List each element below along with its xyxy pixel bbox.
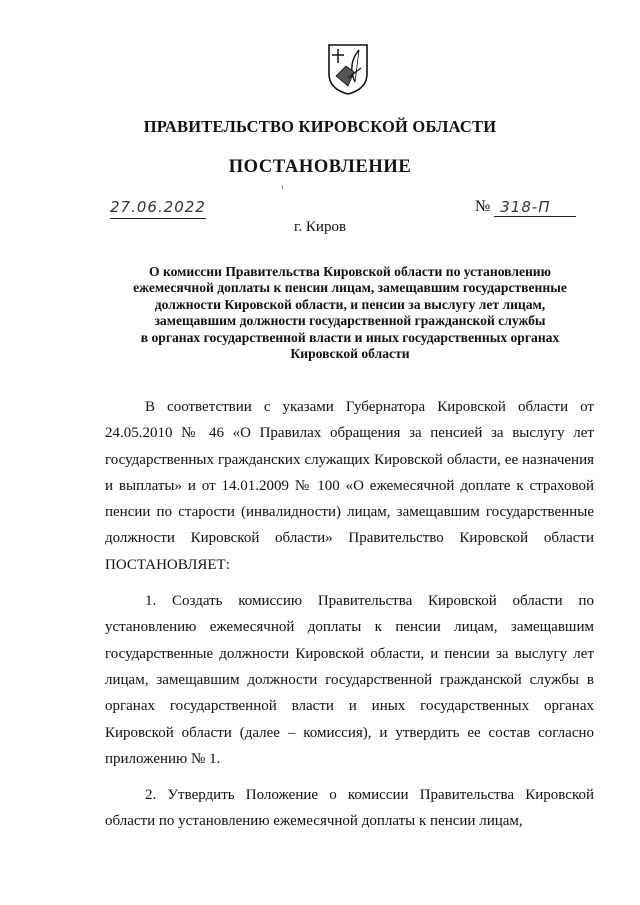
item-2-paragraph: 2. Утвердить Положение о комиссии Правительства Кировской области по установлению ежемесячной доплаты к пенсии лицам, <box>105 787 594 830</box>
document-number <box>475 198 576 217</box>
city: г. Киров <box>293 219 347 235</box>
coat-of-arms-icon <box>326 42 370 96</box>
number-value: 318-П <box>494 198 576 217</box>
intro-paragraph: В соответствии с указами Губернатора Кировской области от 24.05.2010 № 46 «О Правилах обращения за пенсией за выслугу лет государственных гражданских служащих Кировской области, ее назначения и выплаты» и от 14.01.2009 № 100 «О ежемесячной доплате к страховой пенсии по старости (инвалидности) лицам, замещавшим государственные должности Кировской области» Правительство Кировской области ПОСТАНОВЛЯЕТ: <box>105 399 594 573</box>
title-line: ежемесячной доплаты к пенсии лицам, замещавшим государственные <box>133 280 567 296</box>
title-line: О комиссии Правительства Кировской области по установлению <box>148 264 552 279</box>
organization-name: ПРАВИТЕЛЬСТВО КИРОВСКОЙ ОБЛАСТИ <box>143 117 497 136</box>
item-1-paragraph: 1. Создать комиссию Правительства Кировской области по установлению ежемесячной доплаты к пенсии лицам, замещавшим государственные должности Кировской области, и пенсии за выслугу лет лицам, замещавшим должности государственной гражданской службы в органах государственной власти и иных государственных органах Кировской области (далее – комиссия), и утвердить ее состав согласно приложению № 1. <box>105 593 594 767</box>
document-date: 27.06.2022 <box>110 198 206 219</box>
document-body <box>105 394 594 835</box>
title-line: в органах государственной власти и иных государственных органах <box>140 329 560 345</box>
title-line: Кировской области <box>290 346 410 362</box>
title-line: замещавшим должности государственной гражданской службы <box>154 313 546 329</box>
number-sign: № <box>475 198 491 215</box>
scan-mark <box>282 185 283 189</box>
document-title <box>100 264 600 362</box>
title-line: должности Кировской области, и пенсии за выслугу лет лицам, <box>154 296 546 312</box>
document-type: ПОСТАНОВЛЕНИЕ <box>228 157 412 177</box>
